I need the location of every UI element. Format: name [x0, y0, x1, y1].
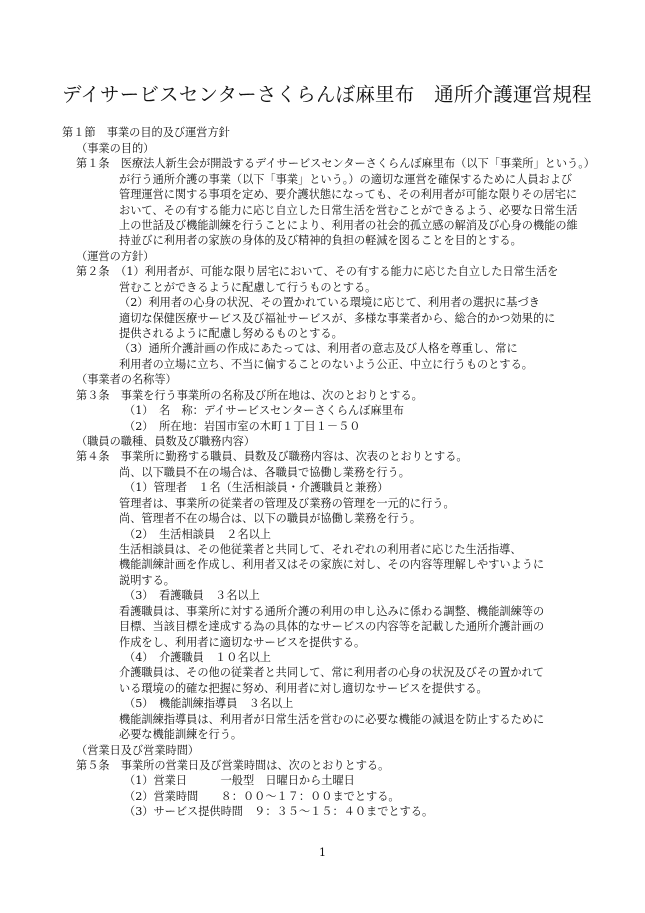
article-4-text: 作成をし、利用者に適切なサービスを提供する。: [119, 636, 366, 649]
article-4-text: （2） 生活相談員 ２名以上: [124, 528, 271, 541]
article-5-text: 第５条 事業所の営業日及び営業時間は、次のとおりとする。: [76, 759, 390, 772]
article-5-text: （2）営業時間 ８：００～１７：００までとする。: [124, 790, 400, 803]
article-4-text: いる環境の的確な把握に努め、利用者に対し適切なサービスを提供する。: [119, 682, 488, 695]
article-1-text: が行う通所介護の事業（以下「事業」という。）の適切な運営を確保するために人員および: [119, 173, 573, 186]
article-4-text: （4） 介護職員 １０名以上: [124, 651, 271, 664]
article-4-text: 第４条 事業所に勤務する職員、員数及び職務内容は、次表のとおりとする。: [76, 450, 468, 463]
page-number: 1: [319, 846, 326, 859]
article-1-text: 持並びに利用者の家族の身体的及び精神的負担の軽減を図ることを目的とする。: [119, 234, 522, 247]
article-2-text: （2）利用者の心身の状況、その置かれている環境に応じて、利用者の選択に基づき: [119, 296, 540, 309]
article-3-text: （2） 所在地：岩国市室の木町１丁目１－５０: [124, 420, 361, 433]
document-title: デイサービスセンターさくらんぼ麻里布 通所介護運営規程: [62, 83, 592, 106]
article-4-text: 管理者は、事業所の従業者の管理及び業務の管理を一元的に行う。: [119, 497, 455, 510]
article-4-text: 看護職員は、事業所に対する通所介護の利用の申し込みに係わる調整、機能訓練等の: [119, 605, 545, 618]
article-4-text: 介護職員は、その他の従業者と共同して、常に利用者の心身の状況及びその置かれて: [119, 666, 544, 679]
article-4-text: 尚、以下職員不在の場合は、各職員で協働し業務を行う。: [119, 466, 410, 479]
article-4-text: （5） 機能訓練指導員 ３名以上: [124, 697, 294, 710]
article-2-text: （3）通所介護計画の作成にあたっては、利用者の意志及び人格を尊重し、常に: [119, 342, 518, 355]
article-4-text: 目標、当該目標を達成する為の具体的なサービスの内容等を記載した通所介護計画の: [119, 620, 545, 633]
article-4-text: （1）管理者 １名（生活相談員・介護職員と兼務）: [124, 481, 389, 494]
article-3-text: 第３条 事業を行う事業所の名称及び所在地は、次のとおりとする。: [76, 389, 423, 402]
article-1-text: 上の世話及び機能訓練を行うことにより、利用者の社会的孤立感の解消及び心身の機能の維: [119, 219, 578, 232]
article-caption: （職員の職種、員数及び職務内容）: [76, 435, 256, 448]
article-3-text: （1） 名 称：デイサービスセンターさくらんぼ麻里布: [124, 404, 404, 417]
article-2-text: 利用者の立場に立ち、不当に偏することのないよう公正、中立に行うものとする。: [119, 358, 533, 371]
article-2-text: 第２条 （1）利用者が、可能な限り居宅において、その有する能力に応じた自立した日常生活を: [76, 265, 559, 278]
article-caption: （運営の方針）: [76, 250, 155, 263]
section-heading: 第１節 事業の目的及び運営方針: [62, 126, 230, 139]
article-1-text: 管理運営に関する事項を定め、要介護状態になっても、その利用者が可能な限りその居宅に: [119, 188, 578, 201]
article-caption: （営業日及び営業時間）: [76, 744, 200, 757]
article-2-text: 適切な保健医療サービス及び福祉サービスが、多様な事業者から、総合的かつ効果的に: [119, 312, 556, 325]
article-2-text: 提供されるように配慮し努めるものとする。: [119, 327, 343, 340]
article-5-text: （3）サービス提供時間 ９：３５～１５：４０までとする。: [124, 805, 434, 818]
article-4-text: 機能訓練計画を作成し、利用者又はその家族に対し、その内容等理解しやすいように: [119, 558, 545, 571]
article-5-text: （1）営業日 一般型 日曜日から土曜日: [124, 774, 355, 787]
article-caption: （事業者の名称等）: [76, 373, 177, 386]
article-1-text: おいて、その有する能力に応じ自立した日常生活を営むことができるよう、必要な日常生活: [119, 204, 578, 217]
article-1-text: 第１条 医療法人新生会が開設するデイサービスセンターさくらんぼ麻里布（以下「事業所」という。）: [76, 157, 595, 170]
article-4-text: 機能訓練指導員は、利用者が日常生活を営むのに必要な機能の減退を防止するために: [119, 713, 545, 726]
article-4-text: 生活相談員は、その他従業者と共同して、それぞれの利用者に応じた生活指導、: [119, 543, 522, 556]
article-2-text: 営むことができるように配慮して行うものとする。: [119, 281, 377, 294]
article-4-text: 尚、管理者不在の場合は、以下の職員が協働し業務を行う。: [119, 512, 422, 525]
article-caption: （事業の目的）: [76, 142, 155, 155]
article-4-text: 必要な機能訓練を行う。: [119, 728, 243, 741]
article-4-text: 説明する。: [119, 574, 175, 587]
article-4-text: （3） 看護職員 ３名以上: [124, 589, 260, 602]
